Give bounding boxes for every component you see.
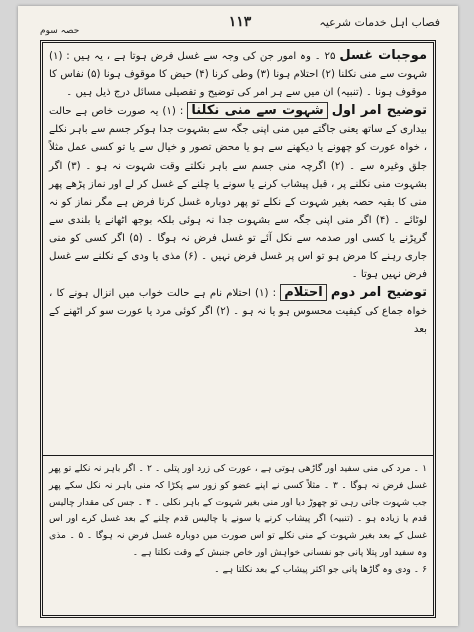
section-heading: توضیح امر دوم — [330, 285, 427, 301]
section-text: : (۱) احتلام نام ہے حالت خواب میں انزال ہونے کا ، خواہ جماع کی کیفیت محسوس ہو یا نہ ہو ۔ (۲) اگر کوئی مرد یا عورت سو کر اٹھنے کے بعد — [49, 288, 427, 336]
footnote-paragraph: ۱ ۔ مرد کی منی سفید اور گاڑھی ہوتی ہے ، عورت کی زرد اور پتلی ۔ ۲ ۔ اگر باہر نہ نکلے تو پھر غسل فرض نہ ہوگا ۔ ۳ ۔ مثلاً کسی نے اپنے عضو کو زور سے پکڑا کہ منی باہر نہ نکل سکے پھر جب شہوت جاتی رہی تو چھوڑ دیا اور منی بغیر شہوت کے باہر نکلی ۔ ۴ ۔ جس کی مقدار چالیس قدم یا زیادہ ہو ۔ (تنبیہ) اگر پیشاب کرنے یا سونے یا چالیس قدم چلنے کے بعد غسل کرے اور اس غسل کے بعد بغیر شہوت کے منی نکلے تو اس صورت میں دوبارہ غسل فرض نہ ہوگا ۔ ۵ ۔ مذی وہ سفید اور پتلا پانی جو نفسانی خواہش اور خاص جنبش کے وقت نکلتا ہے ۔ — [49, 463, 427, 558]
section-text: : (۱) یہ صورت خاص ہے حالت بیداری کے ساتھ یعنی جاگتے میں منی اپنی جگہ سے بشہوت جدا ہوکر جسم سے باہر نکلے ، خواہ عورت کو چھونے یا دیکھنے سے ہو یا محض تصور و خیال سے یا تو کسی عمل مثلاً جلق وغیرہ سے ۔ (۲) اگرچہ منی جسم سے باہر نکلتے وقت شہوت نہ ہو ۔ (۳) اگر بشہوت منی نکلنے پر ، قبل پیشاب کرنے یا سونے یا چلنے کے غسل کر لے اور نماز پڑھے پھر منی کا بقیہ حصہ بغیر شہوت کے نکلے تو پھر دوبارہ غسل کرنا فرض ہے مگر نماز کو نہ لوٹائے ۔ (۴) اگر منی اپنی جگہ سے بشہوت جدا نہ ہوئی بلکہ بوجھ اٹھانے یا بلندی سے گرپڑنے یا کسی اور صدمہ سے نکل آئے تو غسل فرض نہ ہوگا ۔ (۵) اگر کسی کو منی جاری رہنے کا مرض ہو تو اس پر غسل فرض نہیں ۔ (۶) مذی یا ودی کے نکلنے سے غسل فرض نہیں ہوتا ۔ — [49, 106, 428, 281]
footnote-divider — [43, 455, 433, 456]
boxed-heading: شہوت سے منی نکلنا — [187, 102, 327, 119]
section-first-matter — [49, 102, 427, 284]
section-text: ۲۵ ۔ وہ امور جن کی وجہ سے غسل فرض ہوتا ہے ، یہ ہیں : (۱) شہوت سے منی نکلنا (۲) احتلام ہونا (۳) وطی کرنا (۴) حیض کا موقوف ہونا (۵) نفاس کا موقوف ہونا ۔ (تنبیہ) ان میں سے ہر امر کی توضیح و تفصیلی مسائل درج ذیل ہیں ۔ — [49, 51, 428, 99]
content-frame — [40, 40, 436, 618]
section-heading: موجبات غسل — [339, 48, 427, 63]
footnotes — [49, 461, 427, 611]
page-header — [40, 14, 440, 36]
footnote-paragraph: ۶ ۔ ودی وہ گاڑھا پانی جو اکثر پیشاب کے بعد نکلتا ہے ۔ — [214, 563, 427, 575]
section-ghusl-obligations — [49, 47, 427, 102]
page-number: ۱۱۳ — [228, 14, 252, 30]
main-text — [49, 47, 427, 451]
book-title: فصاب اہل خدمات شرعیہ — [319, 16, 440, 29]
section-heading: توضیح امر اول — [331, 103, 427, 119]
section-second-matter — [49, 284, 427, 339]
part-label: حصہ سوم — [40, 26, 80, 36]
boxed-heading: احتلام — [280, 284, 327, 301]
book-page — [18, 6, 458, 626]
